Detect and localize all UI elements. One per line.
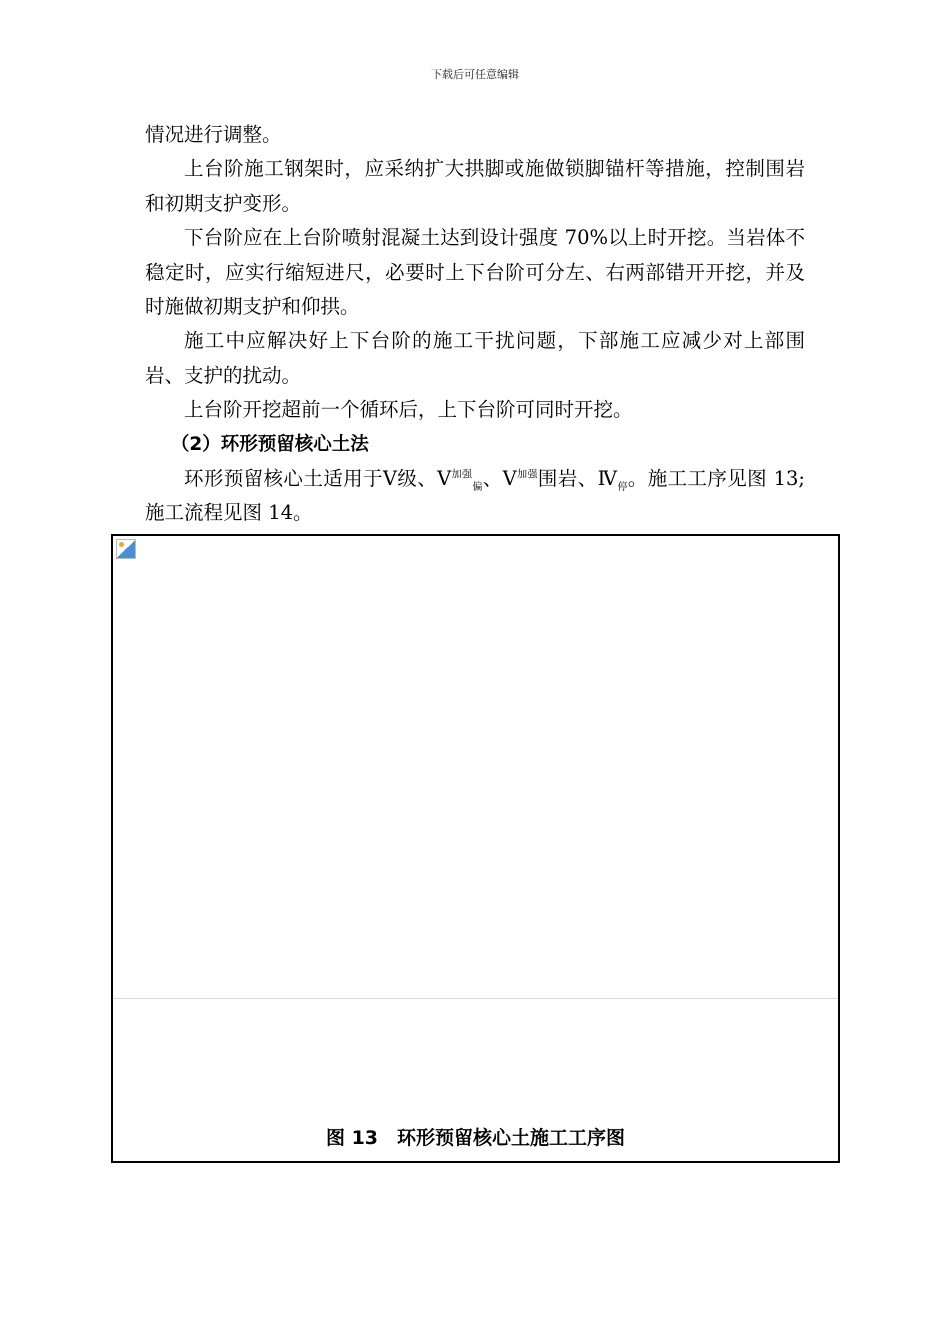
p6-text-1: 环形预留核心土适用于Ⅴ级、Ⅴ	[184, 467, 452, 491]
page-header: 下载后可任意编辑	[431, 68, 519, 81]
paragraph-3: 下台阶应在上台阶喷射混凝土达到设计强度 70%以上时开挖。当岩体不稳定时，应实行缩短进尺，必要时上下台阶可分左、右两部错开开挖，并及时施做初期支护和仰拱。	[145, 226, 805, 319]
figure-caption: 图 13 环形预留核心土施工工序图	[325, 1127, 626, 1149]
p6-sup-1: 加强	[451, 469, 473, 481]
paragraph-1: 情况进行调整。	[145, 123, 282, 146]
document-body	[145, 118, 805, 531]
p6-text-3: 围岩、Ⅳ	[537, 467, 618, 491]
figure-divider	[113, 998, 838, 999]
p6-text-2: 、Ⅴ	[482, 467, 518, 491]
paragraph-2: 上台阶施工钢架时，应采纳扩大拱脚或施做锁脚锚杆等措施，控制围岩和初期支护变形。	[145, 157, 805, 215]
paragraph-6	[145, 462, 805, 531]
p6-sub-1: 偏	[472, 481, 483, 493]
p6-text-4: 。施工工序见图 13; 施工流程见图 14。	[145, 467, 806, 525]
p6-sup-2: 加强	[517, 469, 538, 481]
broken-image-icon	[116, 539, 136, 559]
paragraph-4: 施工中应解决好上下台阶的施工干扰问题，下部施工应减少对上部围岩、支护的扰动。	[145, 329, 805, 387]
figure-frame	[111, 534, 840, 1163]
section-heading: （2）环形预留核心土法	[170, 433, 369, 455]
paragraph-5: 上台阶开挖超前一个循环后，上下台阶可同时开挖。	[184, 398, 633, 422]
p6-sub-2: 停	[617, 481, 628, 493]
